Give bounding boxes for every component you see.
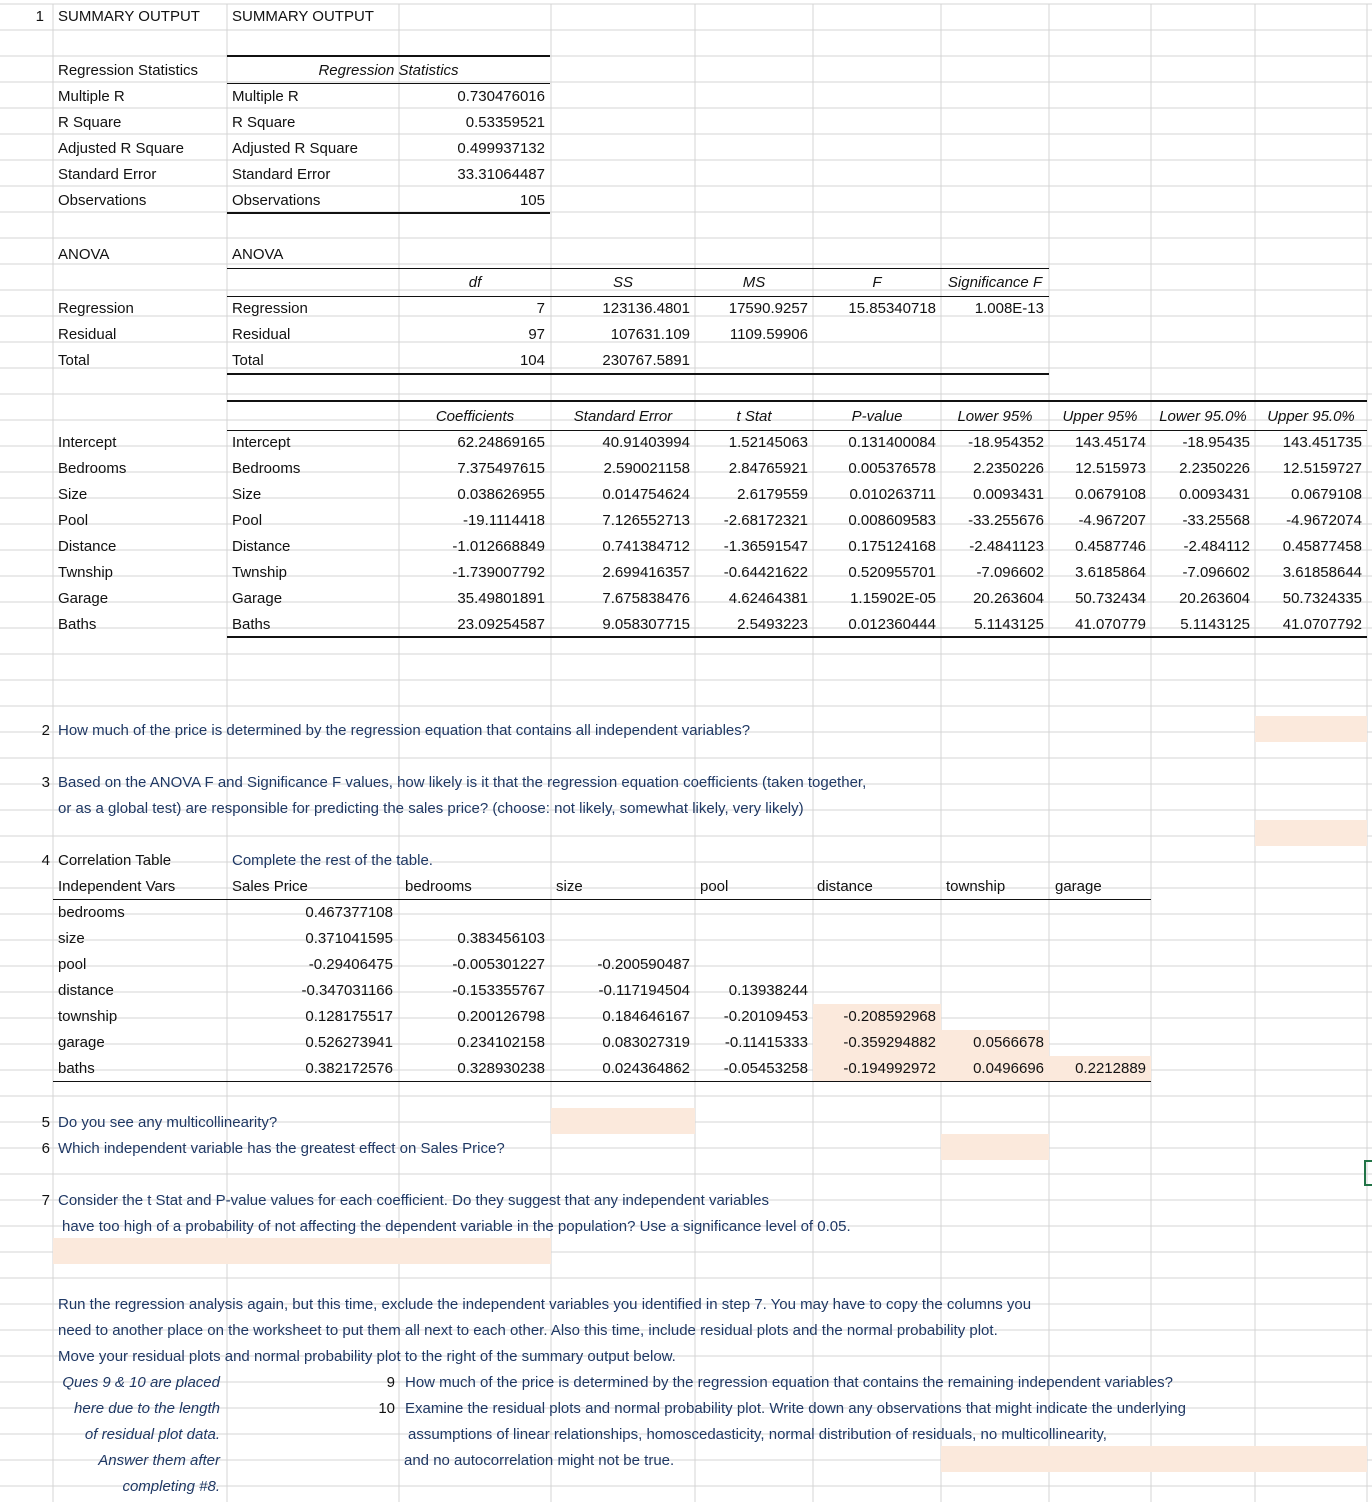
answer-cell-q2[interactable] bbox=[1255, 716, 1367, 742]
anova-cell-f bbox=[813, 348, 936, 374]
regstats-label-a: Observations bbox=[58, 192, 147, 209]
coef-cell: 4.62464381 bbox=[728, 590, 808, 607]
corr-cell: -0.005301227 bbox=[452, 956, 545, 973]
coef-header-lower95: Lower 95% bbox=[957, 408, 1033, 425]
coef-cell: 12.5159727 bbox=[1282, 460, 1362, 477]
corr-col-header: pool bbox=[700, 878, 729, 895]
coef-row-label-b: Baths bbox=[232, 616, 271, 633]
regstats-label-a: Adjusted R Square bbox=[58, 140, 184, 157]
note-line-5: completing #8. bbox=[122, 1478, 220, 1495]
coef-header-upper950: Upper 95.0% bbox=[1267, 408, 1355, 425]
corr-row-label: bedrooms bbox=[58, 904, 125, 921]
coef-row-label-a: Distance bbox=[58, 538, 117, 555]
corr-row-label: distance bbox=[58, 982, 114, 999]
coef-row-label-a: Size bbox=[58, 486, 88, 503]
corr-row-label: pool bbox=[58, 956, 87, 973]
anova-cell-df: 97 bbox=[528, 326, 545, 343]
coef-cell: -18.954352 bbox=[968, 434, 1044, 451]
question-3-line1: Based on the ANOVA F and Significance F values, how likely is it that the regression equation coefficients (taken together, bbox=[58, 774, 867, 791]
corr-cell: 0.2212889 bbox=[1075, 1060, 1146, 1077]
coef-cell: -2.484112 bbox=[1183, 538, 1250, 555]
coef-cell: -1.36591547 bbox=[723, 538, 808, 555]
coef-cell: 40.91403994 bbox=[602, 434, 690, 451]
corr-cell: 0.024364862 bbox=[602, 1060, 690, 1077]
coef-row-label-a: Baths bbox=[58, 616, 97, 633]
regstats-value: 0.499937132 bbox=[457, 140, 545, 157]
coef-row-label-b: Pool bbox=[232, 512, 263, 529]
coef-cell: 0.005376578 bbox=[848, 460, 936, 477]
anova-row-label-a: Residual bbox=[58, 326, 117, 343]
coef-cell: -4.9672074 bbox=[1286, 512, 1362, 529]
coef-header-std-error: Standard Error bbox=[573, 408, 673, 425]
summary-output-title-b: SUMMARY OUTPUT bbox=[232, 8, 374, 25]
coef-cell: 0.012360444 bbox=[848, 616, 936, 633]
coef-row-label-b: Intercept bbox=[232, 434, 291, 451]
row-number-2: 2 bbox=[41, 722, 50, 739]
anova-cell-df: 104 bbox=[519, 352, 545, 369]
question-10-line1: Examine the residual plots and normal probability plot. Write down any observations that might indicate the underlying bbox=[405, 1400, 1186, 1417]
anova-cell-f bbox=[813, 322, 936, 348]
coef-cell: -33.25568 bbox=[1182, 512, 1250, 529]
coef-cell: 50.7324335 bbox=[1282, 590, 1362, 607]
anova-row-label-b: Total bbox=[232, 352, 264, 369]
coef-row-label-b: Garage bbox=[232, 590, 283, 607]
coef-row-label-b: Size bbox=[232, 486, 262, 503]
corr-cell: 0.382172576 bbox=[305, 1060, 393, 1077]
coef-cell: 3.61858644 bbox=[1282, 564, 1362, 581]
coef-row-label-a: Garage bbox=[58, 590, 109, 607]
coef-cell: -4.967207 bbox=[1078, 512, 1146, 529]
coef-cell: 5.1143125 bbox=[974, 616, 1044, 633]
corr-cell: 0.526273941 bbox=[305, 1034, 393, 1051]
answer-cell-q7[interactable] bbox=[53, 1238, 551, 1264]
answer-cell-q6[interactable] bbox=[941, 1134, 1049, 1160]
question-3-line2: or as a global test) are responsible for predicting the sales price? (choose: not likely, somewhat likely, very likely) bbox=[58, 800, 804, 817]
instruction-run-line2: need to another place on the worksheet to put them all next to each other. Also this time, include residual plots and the normal probability plot. bbox=[58, 1322, 998, 1339]
anova-cell-sig: 1.008E-13 bbox=[974, 300, 1044, 317]
regstats-label-b: Standard Error bbox=[232, 166, 331, 183]
coef-row-label-b: Distance bbox=[232, 538, 291, 555]
coef-row-label-a: Pool bbox=[58, 512, 89, 529]
corr-cell: 0.083027319 bbox=[602, 1034, 690, 1051]
summary-output-title-a: SUMMARY OUTPUT bbox=[58, 8, 200, 25]
coef-cell: 7.375497615 bbox=[457, 460, 545, 477]
coef-top-border bbox=[227, 400, 1367, 402]
coef-cell: 62.24869165 bbox=[457, 434, 545, 451]
regstats-value: 33.31064487 bbox=[457, 166, 545, 183]
question-9: How much of the price is determined by the regression equation that contains the remaining independent variables? bbox=[405, 1374, 1173, 1391]
coef-cell: -18.95435 bbox=[1182, 434, 1250, 451]
coef-cell: 7.126552713 bbox=[602, 512, 690, 529]
coef-cell: 7.675838476 bbox=[602, 590, 690, 607]
answer-cell-q5[interactable] bbox=[551, 1108, 695, 1134]
coef-cell: -1.739007792 bbox=[452, 564, 545, 581]
regstats-value: 105 bbox=[519, 192, 545, 209]
corr-col-header: Sales Price bbox=[232, 878, 308, 895]
question-5: Do you see any multicollinearity? bbox=[58, 1114, 278, 1131]
correlation-instruction: Complete the rest of the table. bbox=[232, 852, 433, 869]
coef-cell: 0.038626955 bbox=[457, 486, 545, 503]
corr-cell: 0.200126798 bbox=[457, 1008, 545, 1025]
coef-cell: 0.45877458 bbox=[1282, 538, 1362, 555]
coef-cell: 0.014754624 bbox=[602, 486, 690, 503]
coef-cell: 50.732434 bbox=[1075, 590, 1146, 607]
corr-cell: 0.128175517 bbox=[305, 1008, 393, 1025]
anova-header-sig: Significance F bbox=[947, 274, 1043, 291]
corr-cell: -0.200590487 bbox=[597, 956, 690, 973]
corr-cell: -0.194992972 bbox=[843, 1060, 936, 1077]
corr-cell: 0.13938244 bbox=[728, 982, 808, 999]
regstats-label-a: Multiple R bbox=[58, 88, 125, 105]
corr-row-label: size bbox=[58, 930, 85, 947]
coef-cell: 41.0707792 bbox=[1282, 616, 1362, 633]
coef-cell: 0.0679108 bbox=[1291, 486, 1362, 503]
coef-cell: 5.1143125 bbox=[1180, 616, 1250, 633]
anova-row-label-b: Residual bbox=[232, 326, 291, 343]
coef-cell: 2.699416357 bbox=[602, 564, 690, 581]
note-line-3: of residual plot data. bbox=[84, 1426, 220, 1443]
coef-cell: 1.52145063 bbox=[728, 434, 808, 451]
corr-col-header: bedrooms bbox=[405, 878, 472, 895]
corr-cell: -0.153355767 bbox=[452, 982, 545, 999]
regstats-label-b: Observations bbox=[232, 192, 321, 209]
coef-cell: 0.010263711 bbox=[849, 486, 936, 503]
coef-cell: -1.012668849 bbox=[452, 538, 545, 555]
coef-row-label-a: Bedrooms bbox=[58, 460, 127, 477]
corr-col-header: distance bbox=[817, 878, 873, 895]
coef-cell: -0.64421622 bbox=[723, 564, 808, 581]
regstats-top-border bbox=[227, 55, 550, 57]
corr-row-label: township bbox=[58, 1008, 118, 1025]
corr-col-header: garage bbox=[1055, 878, 1102, 895]
coef-cell: 9.058307715 bbox=[602, 616, 690, 633]
coef-cell: -33.255676 bbox=[968, 512, 1044, 529]
row-number-10: 10 bbox=[378, 1400, 395, 1417]
coef-row-label-b: Bedrooms bbox=[232, 460, 301, 477]
regstats-value: 0.53359521 bbox=[465, 114, 545, 131]
regstats-label-a: Standard Error bbox=[58, 166, 157, 183]
coef-cell: 2.84765921 bbox=[728, 460, 808, 477]
coef-cell: 143.451735 bbox=[1282, 434, 1362, 451]
coef-cell: 12.515973 bbox=[1075, 460, 1146, 477]
question-2: How much of the price is determined by the regression equation that contains all independent variables? bbox=[58, 722, 751, 739]
anova-cell-ms: 1109.59906 bbox=[729, 326, 808, 343]
coef-cell: 0.4587746 bbox=[1075, 538, 1146, 555]
anova-cell-ss: 230767.5891 bbox=[602, 352, 690, 369]
coef-cell: 0.0679108 bbox=[1075, 486, 1146, 503]
corr-col-header: township bbox=[946, 878, 1006, 895]
coef-cell: 2.5493223 bbox=[737, 616, 808, 633]
corr-cell: -0.117194504 bbox=[598, 982, 690, 999]
coef-cell: 0.0093431 bbox=[1179, 486, 1250, 503]
anova-header-df: df bbox=[468, 274, 482, 291]
note-line-1: Ques 9 & 10 are placed bbox=[62, 1374, 220, 1391]
row-number-7: 7 bbox=[41, 1192, 50, 1209]
regstats-label-a: R Square bbox=[58, 114, 122, 131]
coef-cell: 1.15902E-05 bbox=[850, 590, 936, 607]
corr-cell: -0.11415333 bbox=[724, 1034, 808, 1051]
anova-row-label-a: Total bbox=[58, 352, 90, 369]
corr-cell: 0.371041595 bbox=[305, 930, 393, 947]
coef-header-coefficients: Coefficients bbox=[435, 408, 515, 425]
anova-cell-sig bbox=[941, 322, 1044, 348]
coef-cell: 0.0093431 bbox=[973, 486, 1044, 503]
corr-cell: 0.467377108 bbox=[305, 904, 393, 921]
row-number-9: 9 bbox=[386, 1374, 395, 1391]
regstats-label-b: Adjusted R Square bbox=[232, 140, 358, 157]
coef-cell: 0.175124168 bbox=[848, 538, 936, 555]
corr-row-label: garage bbox=[58, 1034, 105, 1051]
corr-row-label: baths bbox=[58, 1060, 95, 1077]
corr-cell: -0.05453258 bbox=[723, 1060, 808, 1077]
instruction-run-line1: Run the regression analysis again, but this time, exclude the independent variables you identified in step 7. You may have to copy the columns you bbox=[58, 1296, 1032, 1313]
answer-cell-q10[interactable] bbox=[941, 1446, 1367, 1472]
coef-row-label-a: Intercept bbox=[58, 434, 117, 451]
coef-cell: 0.131400084 bbox=[848, 434, 936, 451]
corr-cell: 0.0496696 bbox=[973, 1060, 1044, 1077]
note-line-4: Answer them after bbox=[98, 1452, 220, 1469]
coef-cell: 2.2350226 bbox=[1179, 460, 1250, 477]
note-line-2: here due to the length bbox=[74, 1400, 220, 1417]
coef-cell: -19.1114418 bbox=[462, 512, 545, 529]
anova-cell-ms: 17590.9257 bbox=[728, 300, 808, 317]
question-6: Which independent variable has the greatest effect on Sales Price? bbox=[58, 1140, 505, 1157]
coef-cell: 35.49801891 bbox=[457, 590, 545, 607]
corr-cell: -0.347031166 bbox=[301, 982, 393, 999]
corr-cell: 0.184646167 bbox=[602, 1008, 690, 1025]
regstats-label-b: R Square bbox=[232, 114, 296, 131]
question-7-line2: have too high of a probability of not affecting the dependent variable in the population? Use a significance level of 0.05. bbox=[62, 1218, 851, 1235]
coef-row-label-b: Twnship bbox=[232, 564, 288, 581]
row-number-1: 1 bbox=[35, 8, 44, 25]
regstats-header-b: Regression Statistics bbox=[318, 62, 459, 79]
coef-cell: 2.6179559 bbox=[737, 486, 808, 503]
correlation-table-title: Correlation Table bbox=[58, 852, 172, 869]
coef-cell: 2.590021158 bbox=[603, 460, 690, 477]
anova-cell-df: 7 bbox=[536, 300, 545, 317]
question-10-line2: assumptions of linear relationships, homoscedasticity, normal distribution of residuals, no multicollinearity, bbox=[408, 1426, 1107, 1443]
coef-header-t-stat: t Stat bbox=[736, 408, 772, 425]
corr-cell: -0.20109453 bbox=[723, 1008, 808, 1025]
answer-cell-q3[interactable] bbox=[1255, 820, 1367, 846]
corr-cell: 0.0566678 bbox=[973, 1034, 1044, 1051]
coef-cell: 0.741384712 bbox=[602, 538, 690, 555]
instruction-run-line3: Move your residual plots and normal probability plot to the right of the summary output below. bbox=[58, 1348, 676, 1365]
anova-cell-sig bbox=[941, 348, 1044, 374]
coef-cell: 143.45174 bbox=[1075, 434, 1146, 451]
coef-cell: 2.2350226 bbox=[973, 460, 1044, 477]
regstats-label-b: Multiple R bbox=[232, 88, 299, 105]
anova-cell-f: 15.85340718 bbox=[848, 300, 936, 317]
coef-header-upper95: Upper 95% bbox=[1062, 408, 1138, 425]
coef-cell: -7.096602 bbox=[1182, 564, 1250, 581]
coef-cell: 0.520955701 bbox=[848, 564, 936, 581]
corr-cell: 0.328930238 bbox=[457, 1060, 545, 1077]
coef-cell: 23.09254587 bbox=[457, 616, 545, 633]
corr-col-header: size bbox=[556, 878, 583, 895]
row-number-6: 6 bbox=[41, 1140, 50, 1157]
coef-header-p-value: P-value bbox=[851, 408, 903, 425]
anova-cell-ms bbox=[695, 348, 808, 374]
corr-cell: 0.383456103 bbox=[457, 930, 545, 947]
regstats-label-a: Regression Statistics bbox=[58, 62, 199, 79]
anova-label-a: ANOVA bbox=[58, 246, 110, 263]
correlation-corner-label: Independent Vars bbox=[58, 878, 176, 895]
row-number-5: 5 bbox=[41, 1114, 50, 1131]
coef-header-lower950: Lower 95.0% bbox=[1159, 408, 1247, 425]
cell-selection-edge bbox=[1364, 1160, 1372, 1186]
anova-header-f: F bbox=[872, 274, 882, 291]
corr-cell: -0.208592968 bbox=[843, 1008, 936, 1025]
coef-cell: 20.263604 bbox=[1179, 590, 1250, 607]
coef-cell: 0.008609583 bbox=[848, 512, 936, 529]
coef-cell: 3.6185864 bbox=[1075, 564, 1146, 581]
anova-header-ss: SS bbox=[612, 274, 633, 291]
corr-cell: 0.234102158 bbox=[457, 1034, 545, 1051]
row-number-4: 4 bbox=[41, 852, 50, 869]
anova-cell-ss: 107631.109 bbox=[610, 326, 690, 343]
anova-header-top-border bbox=[227, 268, 1049, 269]
coef-cell: -2.68172321 bbox=[723, 512, 808, 529]
coef-cell: -7.096602 bbox=[976, 564, 1044, 581]
anova-row-label-a: Regression bbox=[58, 300, 134, 317]
coef-row-label-a: Twnship bbox=[58, 564, 114, 581]
anova-row-label-b: Regression bbox=[232, 300, 308, 317]
coef-cell: -2.4841123 bbox=[969, 538, 1044, 555]
question-10-line3: and no autocorrelation might not be true. bbox=[404, 1452, 675, 1469]
anova-header-ms: MS bbox=[742, 274, 766, 291]
anova-cell-ss: 123136.4801 bbox=[602, 300, 690, 317]
coef-cell: 20.263604 bbox=[973, 590, 1044, 607]
question-7-line1: Consider the t Stat and P-value values for each coefficient. Do they suggest that any independent variables bbox=[58, 1192, 769, 1209]
corr-cell: -0.29406475 bbox=[308, 956, 393, 973]
row-number-3: 3 bbox=[41, 774, 50, 791]
coef-cell: 41.070779 bbox=[1075, 616, 1146, 633]
corr-cell: -0.359294882 bbox=[843, 1034, 936, 1051]
regstats-value: 0.730476016 bbox=[457, 88, 545, 105]
anova-label-b: ANOVA bbox=[232, 246, 284, 263]
